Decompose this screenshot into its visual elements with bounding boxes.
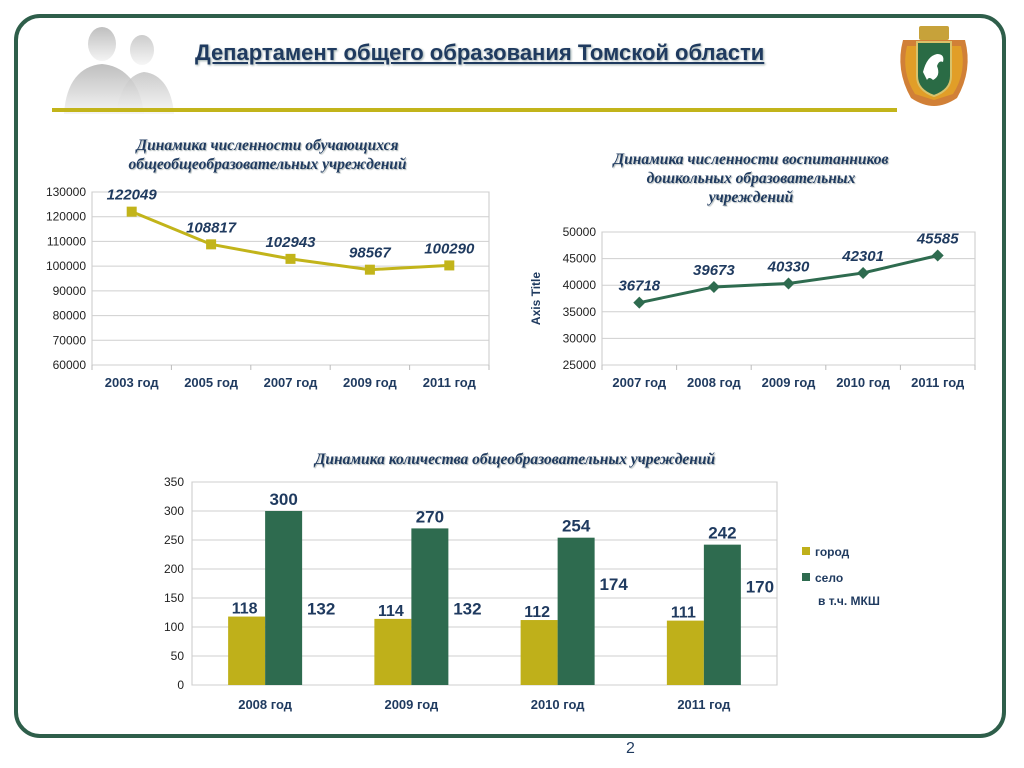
y-tick-label: 50 — [170, 649, 184, 663]
data-label-city: 111 — [670, 604, 696, 622]
data-point — [932, 249, 944, 261]
data-label-mksh: 132 — [306, 599, 336, 619]
x-tick-label: 2005 год — [184, 375, 238, 390]
y-tick-label: 100 — [163, 620, 184, 634]
data-label: 45585 — [916, 230, 959, 248]
data-point — [365, 265, 375, 275]
x-tick-label: 2009 год — [343, 375, 397, 390]
coat-of-arms-emblem — [893, 20, 975, 108]
y-tick-label: 40000 — [562, 278, 596, 293]
legend-label-mksh: в т.ч. МКШ — [818, 594, 880, 608]
y-tick-label: 60000 — [52, 358, 86, 372]
chart2-title-line3: учреждений — [708, 189, 794, 206]
data-point — [444, 260, 454, 270]
y-tick-label: 90000 — [52, 283, 86, 298]
people-silhouette-logo — [44, 22, 194, 114]
data-label-city: 118 — [231, 600, 258, 618]
data-label: 42301 — [842, 247, 884, 265]
y-tick-label: 25000 — [562, 358, 596, 372]
data-label: 98567 — [349, 244, 391, 262]
data-label-mksh: 170 — [745, 577, 775, 597]
x-tick-label: 2007 год — [263, 375, 318, 390]
x-tick-label: 2011 год — [422, 375, 476, 390]
x-tick-label: 2009 год — [761, 375, 816, 390]
data-label: 36718 — [618, 277, 661, 295]
data-point — [783, 277, 795, 289]
bar-city — [374, 619, 411, 685]
x-tick-label: 2007 год — [612, 375, 667, 390]
plot-area — [92, 192, 489, 365]
chart3-title: Динамика количества общеобразовательных учреждений — [314, 451, 716, 468]
data-point — [286, 254, 296, 264]
y-tick-label: 30000 — [562, 331, 596, 346]
data-label-village: 254 — [561, 516, 591, 536]
x-tick-label: 2010 год — [836, 375, 890, 390]
y-tick-label: 250 — [163, 533, 184, 547]
x-tick-label: 2009 год — [384, 697, 439, 712]
data-label: 100290 — [424, 240, 475, 258]
legend-swatch-city — [802, 547, 810, 555]
y-tick-label: 50000 — [562, 225, 596, 239]
data-label-village: 242 — [708, 523, 737, 543]
x-tick-label: 2008 год — [238, 697, 293, 712]
data-label-mksh: 174 — [599, 575, 628, 595]
data-point — [708, 281, 720, 293]
data-label: 102943 — [265, 233, 316, 251]
y-tick-label: 350 — [163, 475, 184, 489]
page-number: 2 — [626, 740, 635, 757]
chart-institutions-bar — [140, 468, 990, 728]
y-tick-label: 100000 — [45, 259, 86, 274]
chart1-title-line2: общеобщеобразовательных учреждений — [128, 156, 407, 173]
x-tick-label: 2003 год — [104, 375, 159, 390]
chart-preschool-line — [510, 218, 1000, 418]
x-tick-label: 2008 год — [687, 375, 741, 390]
chart2-title-line1: Динамика численности воспитанников — [613, 151, 889, 168]
x-tick-label: 2011 год — [911, 375, 965, 390]
chart-students-line — [0, 160, 500, 420]
y-axis-title: Axis Title — [529, 271, 543, 326]
y-tick-label: 70000 — [52, 333, 86, 348]
data-label: 40330 — [767, 258, 810, 276]
data-point — [857, 267, 869, 279]
bar-village — [411, 528, 448, 685]
chart2-title — [545, 150, 957, 207]
legend-swatch-village — [802, 573, 810, 581]
data-point — [633, 297, 645, 309]
data-label-village: 270 — [415, 507, 445, 527]
data-label: 122049 — [106, 186, 157, 204]
legend-label-village: село — [815, 571, 844, 585]
data-label: 108817 — [186, 219, 237, 237]
bar-village — [265, 511, 302, 685]
data-point — [206, 239, 216, 249]
data-point — [127, 207, 137, 217]
bar-city — [521, 620, 558, 685]
bar-city — [667, 621, 704, 685]
bar-city — [228, 617, 265, 685]
y-tick-label: 35000 — [562, 304, 596, 319]
y-tick-label: 110000 — [46, 234, 86, 249]
data-label-mksh: 132 — [453, 599, 482, 619]
x-tick-label: 2011 год — [677, 697, 731, 712]
y-tick-label: 0 — [177, 678, 184, 692]
y-tick-label: 80000 — [52, 308, 86, 323]
y-tick-label: 150 — [163, 591, 184, 605]
bar-village — [704, 545, 741, 685]
y-tick-label: 120000 — [45, 209, 86, 224]
data-label-city: 114 — [377, 602, 404, 620]
data-label-village: 300 — [269, 490, 298, 509]
x-tick-label: 2010 год — [530, 697, 585, 712]
y-tick-label: 45000 — [562, 251, 596, 266]
y-tick-label: 200 — [163, 562, 184, 576]
header-divider — [52, 108, 897, 112]
legend-label-city: город — [815, 545, 850, 559]
chart1-title-line1: Динамика численности обучающихся — [136, 137, 399, 154]
chart2-title-line2: дошкольных образовательных — [646, 170, 856, 187]
data-label: 39673 — [693, 261, 735, 279]
page-title: Департамент общего образования Томской области — [195, 40, 765, 65]
bar-village — [558, 538, 595, 685]
y-tick-label: 130000 — [45, 185, 86, 199]
y-tick-label: 300 — [163, 504, 184, 518]
data-label-city: 112 — [524, 604, 551, 622]
